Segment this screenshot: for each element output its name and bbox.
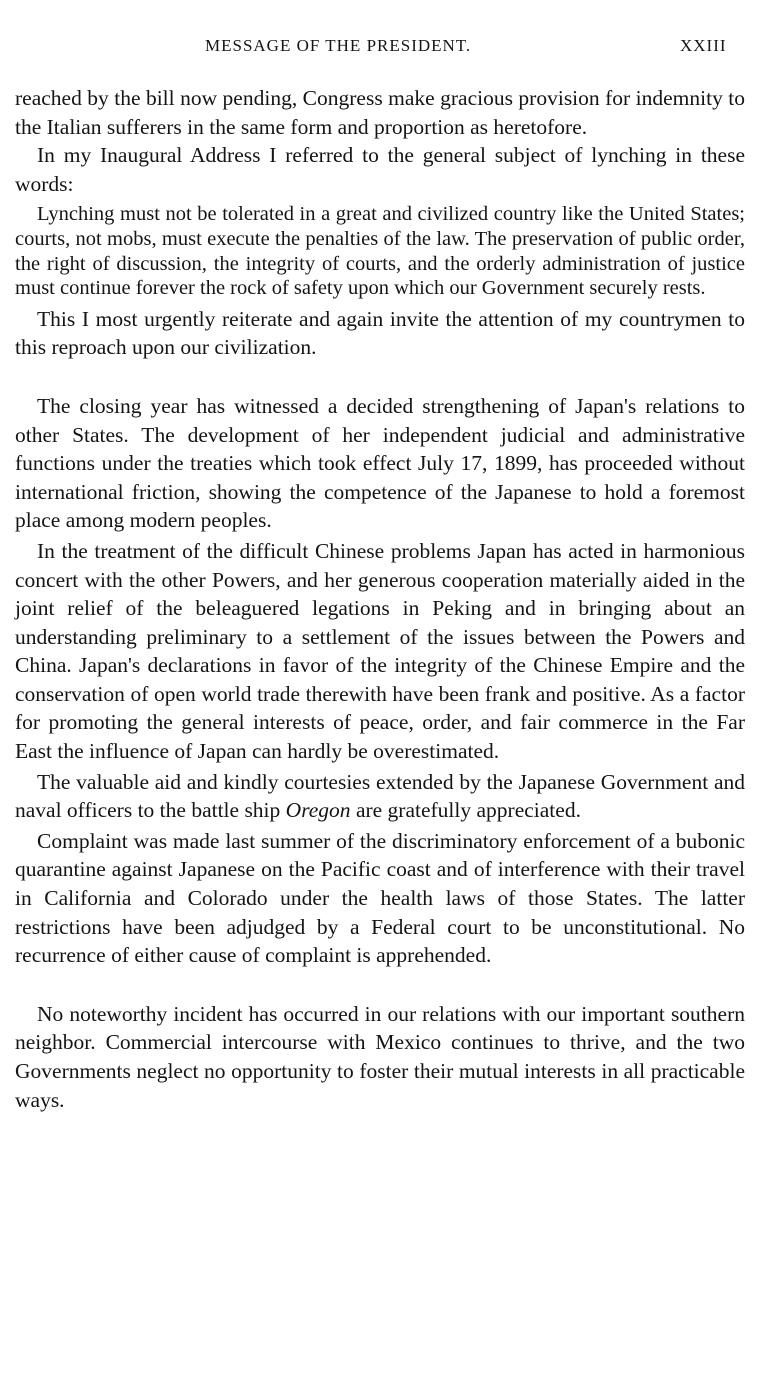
body-text: [15, 84, 745, 1114]
paragraph-japan-relations: The closing year has witnessed a decided strengthening of Japan's relations to other States. The development of her independent judicial and administrative functions under the treaties which took effect July 17, 1899, has proceeded without international friction, showing the competence of the Japanese to hold a foremost place among modern peoples.: [15, 393, 745, 533]
paragraph-mexico: No noteworthy incident has occurred in our relations with our important southern neighbor. Commercial intercourse with Mexico continues to thrive, and the two Governments neglect no opportunity to foster their mutual interests in all practicable ways.: [15, 1001, 745, 1112]
page-number: XXIII: [680, 36, 727, 55]
quoted-inaugural-passage: Lynching must not be tolerated in a great and civilized country like the United States; courts, not mobs, must execute the penalties of the law. The preservation of public order, the right of discussion, the integrity of courts, and the orderly administration of justice must continue forever the rock of safety upon which our Government securely rests.: [15, 203, 745, 300]
running-header: [0, 36, 777, 62]
oregon-text-after: are gratefully appreciated.: [350, 798, 581, 823]
paragraph-lynching-intro: In my Inaugural Address I referred to the general subject of lynching in these words:: [15, 143, 745, 196]
running-title: MESSAGE OF THE PRESIDENT.: [205, 36, 472, 55]
oregon-text-before: The valuable aid and kindly courtesies extended by the Japanese Government and naval officers to the battle ship: [15, 769, 745, 823]
paragraph-chinese-problems: In the treatment of the difficult Chinese problems Japan has acted in harmonious concert with the other Powers, and her generous cooperation materially aided in the joint relief of the beleaguered legations in Peking and in bringing about an understanding preliminary to a settlement of the issues between the Powers and China. Japan's declarations in favor of the integrity of the Chinese Empire and the conservation of open world trade therewith have been frank and positive. As a factor for promoting the general interests of peace, order, and fair commerce in the Far East the influence of Japan can hardly be overestimated.: [15, 538, 745, 764]
paragraph-oregon: [15, 768, 745, 825]
paragraph-quarantine-complaint: Complaint was made last summer of the discriminatory enforcement of a bubonic quarantine against Japanese on the Pacific coast and of interference with their travel in California and Colorado under the health laws of those States. The latter restrictions have been adjudged by a Federal court to be unconstitutional. No recurrence of either cause of complaint is apprehended.: [15, 828, 745, 968]
ship-name: Oregon: [285, 798, 351, 823]
paragraph-reiterate: This I most urgently reiterate and again invite the attention of my countrymen to this reproach upon our civilization.: [15, 306, 745, 360]
paragraph-italian-indemnity: reached by the bill now pending, Congress make gracious provision for indemnity to the Italian sufferers in the same form and proportion as heretofore.: [15, 86, 745, 139]
